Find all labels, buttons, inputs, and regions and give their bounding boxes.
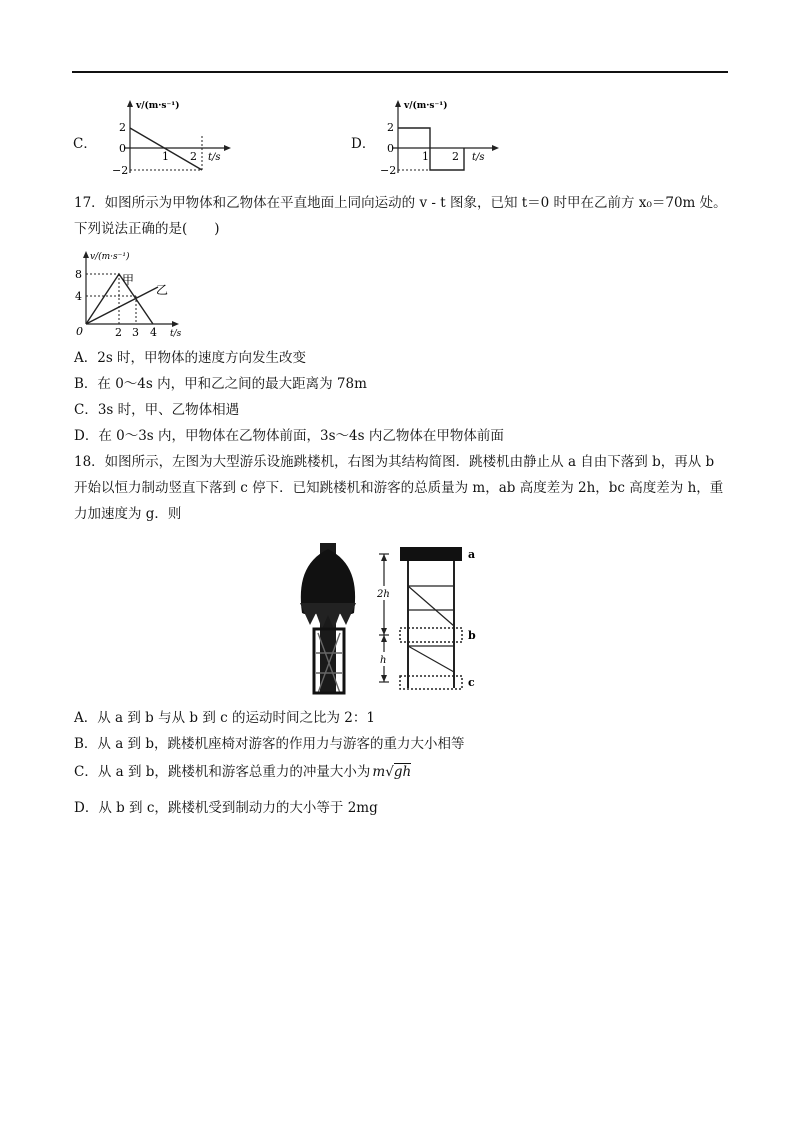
diagram-label-2h: 2h [377, 589, 390, 600]
q18-option-a: A．从 a 到 b 与从 b 到 c 的运动时间之比为 2：1 [74, 710, 375, 726]
q18-option-d: D．从 b 到 c，跳楼机受到制动力的大小等于 2mg [74, 800, 378, 816]
q17-x-label: t/s [170, 329, 182, 339]
option-d-y-tick-neg2: −2 [380, 164, 397, 177]
option-c-y-tick-neg2: −2 [112, 164, 129, 177]
q17-option-d: D．在 0～3s 内，甲物体在乙物体前面，3s～4s 内乙物体在甲物体前面 [74, 428, 504, 444]
option-c-line [130, 128, 202, 170]
q17-option-b: B．在 0～4s 内，甲和乙之间的最大距离为 78m [74, 376, 367, 392]
diagram-label-c: c [468, 676, 475, 689]
q17-stem-line1: 17．如图所示为甲物体和乙物体在平直地面上同向运动的 v - t 图象，已知 t＝0 时甲在乙前方 x₀＝70m 处。 [74, 195, 727, 211]
diagram-label-b: b [468, 629, 476, 642]
q18-option-c-text: C．从 a 到 b，跳楼机和游客总重力的冲量大小为 [74, 764, 371, 780]
top-rule [72, 71, 728, 73]
q18-stem-line1: 18．如图所示，左图为大型游乐设施跳楼机，右图为其结构简图．跳楼机由静止从 a 自由下落到 b，再从 b [74, 454, 715, 470]
q18-stem-line2: 开始以恒力制动竖直下落到 c 停下．已知跳楼机和游客的总质量为 m，ab 高度差为 2h，bc 高度差为 h，重 [74, 480, 724, 496]
q18-option-b: B．从 a 到 b，跳楼机座椅对游客的作用力与游客的重力大小相等 [74, 736, 465, 752]
q18-option-c [74, 763, 411, 781]
option-d-label: D． [351, 136, 376, 152]
q17-origin: 0 [76, 325, 83, 338]
diagram-label-h: h [380, 655, 387, 666]
option-c-x-tick-1: 1 [162, 150, 169, 163]
option-c-graph [110, 98, 240, 178]
q17-label-jia: 甲 [122, 273, 135, 287]
diagram-label-a: a [468, 548, 476, 561]
option-d-x-tick-1: 1 [422, 150, 429, 163]
option-c-y-label: v/(m·s⁻¹) [136, 101, 180, 111]
q17-option-a: A．2s 时，甲物体的速度方向发生改变 [74, 350, 307, 366]
option-d-graph [378, 98, 508, 178]
drop-tower-diagram [372, 540, 492, 695]
q17-x-tick-4: 4 [150, 326, 157, 339]
q17-y-tick-8: 8 [75, 268, 82, 281]
option-c-y-tick-2: 2 [119, 121, 126, 134]
drop-tower-photo [296, 543, 366, 693]
formula-radicand: gh [393, 764, 412, 780]
option-c-y-tick-0: 0 [119, 142, 126, 155]
option-d-y-label: v/(m·s⁻¹) [404, 101, 448, 111]
option-c-label: C． [73, 136, 97, 152]
sqrt-symbol: √ [385, 764, 394, 780]
option-d-line-upper [398, 128, 430, 148]
q17-x-tick-3: 3 [132, 326, 139, 339]
formula-m: m [372, 764, 386, 780]
option-c-x-label: t/s [208, 152, 221, 163]
q17-stem-line2: 下列说法正确的是( ) [74, 221, 220, 237]
option-d-y-tick-0: 0 [387, 142, 394, 155]
q17-vt-graph [72, 248, 202, 338]
q17-x-tick-2: 2 [115, 326, 122, 339]
option-d-x-label: t/s [472, 152, 485, 163]
option-d-y-tick-2: 2 [387, 121, 394, 134]
q17-line-yi [86, 287, 158, 324]
option-c-x-tick-2: 2 [190, 150, 197, 163]
option-d-x-tick-2: 2 [452, 150, 459, 163]
q17-y-label: v/(m·s⁻¹) [90, 252, 130, 262]
q18-option-c-formula [372, 764, 411, 780]
q17-y-tick-4: 4 [75, 290, 82, 303]
q17-option-c: C．3s 时，甲、乙物体相遇 [74, 402, 240, 418]
q18-stem-line3: 力加速度为 g．则 [74, 506, 182, 522]
q17-label-yi: 乙 [156, 283, 169, 297]
